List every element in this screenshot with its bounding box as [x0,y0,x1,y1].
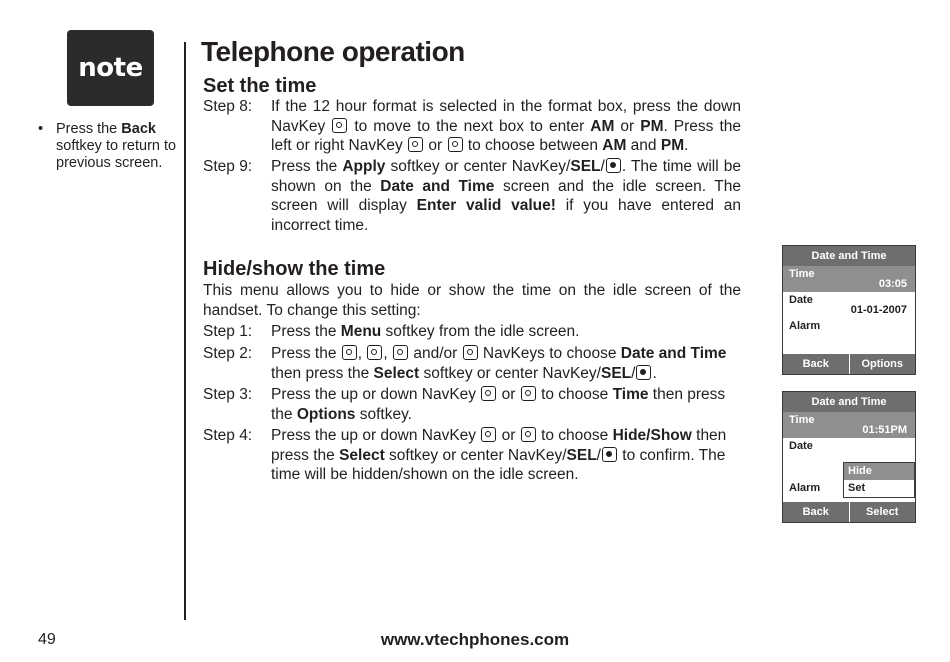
step-text: Press the up or down NavKey [271,427,481,444]
step-text: to choose [536,386,613,403]
bold-text: Menu [340,323,382,340]
note-label: note [78,53,143,83]
bold-text: Time [612,386,649,403]
heading-hide-show-time: Hide/show the time [203,258,386,280]
row-label: Time [789,414,815,426]
navkey-down-icon [367,345,382,360]
sidenote-back: Back [121,121,156,137]
step-text: softkey from the idle screen. [381,323,580,340]
row-value: 01:51PM [862,424,907,436]
step-label: Step 4: [203,427,253,444]
navkey-up-icon [481,427,496,442]
step-text: , [357,345,363,362]
bold-text: Hide/Show [612,427,692,444]
step-4 [203,426,741,485]
page-number: 49 [38,631,56,648]
step-9 [203,157,741,235]
navkey-left-icon [393,345,408,360]
bold-text: SEL [570,158,601,175]
bold-text: AM [590,117,615,135]
bold-text: Options [296,405,356,423]
handset-screen-options [782,245,916,375]
step-text: NavKeys to choose [478,345,621,362]
navkey-left-icon [408,137,423,152]
row-value: 03:05 [878,278,907,290]
step-text: screen and the idle screen. The screen will display [271,177,742,214]
step-text: to choose [536,427,613,444]
step-text: / [631,364,636,382]
page-title: Telephone operation [201,36,465,67]
bold-text: Date and Time [620,345,727,362]
bold-text: Select [373,364,420,382]
handset-screen-select [782,391,916,523]
row-label: Alarm [789,482,821,494]
navkey-sel-icon [606,158,621,173]
menu-row-time[interactable] [783,266,915,292]
step-text: to move to the next box to enter [348,117,591,135]
menu-row-date[interactable] [783,438,915,464]
step-text: or [424,137,447,154]
step-label: Step 3: [203,386,253,403]
step-label: Step 8: [203,98,253,115]
step-text: . [684,137,689,154]
navkey-up-icon [481,386,496,401]
bold-text: Apply [342,158,386,175]
hide-set-popup [843,462,915,498]
step-text: / [600,158,605,175]
bold-text: Date and Time [380,177,495,195]
step-text: and [626,137,661,154]
hide-show-intro: This menu allows you to hide or show the time on the idle screen of the handset. To change this setting: [203,282,741,319]
step-text: Press the up or down NavKey [271,386,481,403]
screen-header: Date and Time [783,246,915,266]
step-text: , [383,345,388,362]
sidenote [38,121,178,172]
step-label: Step 2: [203,345,253,362]
select-softkey[interactable]: Select [866,506,899,518]
step-text: then press the [271,386,726,423]
step-text: . Press the left or right NavKey [271,117,741,154]
step-text: then press the [271,364,374,382]
sidenote-text: Press the [56,121,122,137]
step-text: softkey. [355,405,412,423]
bold-text: PM [640,117,664,135]
step-3 [203,385,741,424]
navkey-sel-icon [602,447,617,462]
row-value: 01-01-2007 [850,304,907,316]
back-softkey[interactable]: Back [783,502,850,522]
step-text: and/or [409,345,462,362]
bold-text: AM [602,137,627,154]
back-softkey[interactable]: Back [783,354,850,374]
navkey-right-icon [463,345,478,360]
row-label: Time [789,268,815,280]
step-text: softkey or center NavKey/ [419,364,601,382]
footer-url[interactable]: www.vtechphones.com [380,630,570,649]
options-softkey[interactable]: Options [861,358,904,370]
step-8 [203,97,741,156]
bullet: • [38,121,44,137]
step-text: or [497,386,520,403]
menu-row-alarm[interactable] [783,318,915,354]
step-text: if you have entered an incorrect time. [271,197,741,234]
step-text: softkey or center NavKey/ [384,446,567,464]
vertical-divider [184,42,186,620]
step-text: softkey or center NavKey/ [385,158,571,175]
navkey-down-icon [521,386,536,401]
step-text: Press the [271,158,343,175]
step-text: If the 12 hour format is selected in the format box, press the down NavKey [271,98,741,135]
navkey-down-icon [332,118,347,133]
row-label: Date [789,440,813,452]
bold-text: SEL [601,364,632,382]
bold-text: Select [339,446,385,464]
menu-row-time[interactable] [783,412,915,438]
step-label: Step 9: [203,158,253,175]
row-label: Date [789,294,813,306]
step-text: . [652,364,657,382]
menu-row-date[interactable] [783,292,915,318]
step-text: to confirm. The time will be hidden/shown on the idle screen. [271,446,726,483]
popup-item-hide[interactable]: Hide [844,463,914,480]
row-label: Alarm [789,320,821,332]
step-text: / [596,446,601,464]
step-text: . The time will be shown on the [271,158,741,195]
screen-header: Date and Time [783,392,915,412]
bold-text: SEL [566,446,597,464]
navkey-up-icon [342,345,357,360]
navkey-sel-icon [636,365,651,380]
step-text: Press the [271,345,341,362]
step-text: or [614,117,641,135]
popup-item-set[interactable]: Set [848,482,866,494]
step-text: or [497,427,520,444]
step-2 [203,344,741,383]
step-text: Press the [271,323,341,340]
navkey-down-icon [521,427,536,442]
bold-text: Enter valid value! [416,197,556,214]
step-text: then press the [271,427,727,464]
navkey-right-icon [448,137,463,152]
note-badge [67,30,154,106]
heading-set-the-time: Set the time [203,75,317,97]
softkey-bar [783,502,915,522]
bold-text: PM [660,137,685,154]
sidenote-text-2: softkey to return to previous screen. [56,138,177,171]
step-1 [203,322,741,342]
step-label: Step 1: [203,323,253,340]
step-text: to choose between [463,137,603,154]
softkey-bar [783,354,915,374]
